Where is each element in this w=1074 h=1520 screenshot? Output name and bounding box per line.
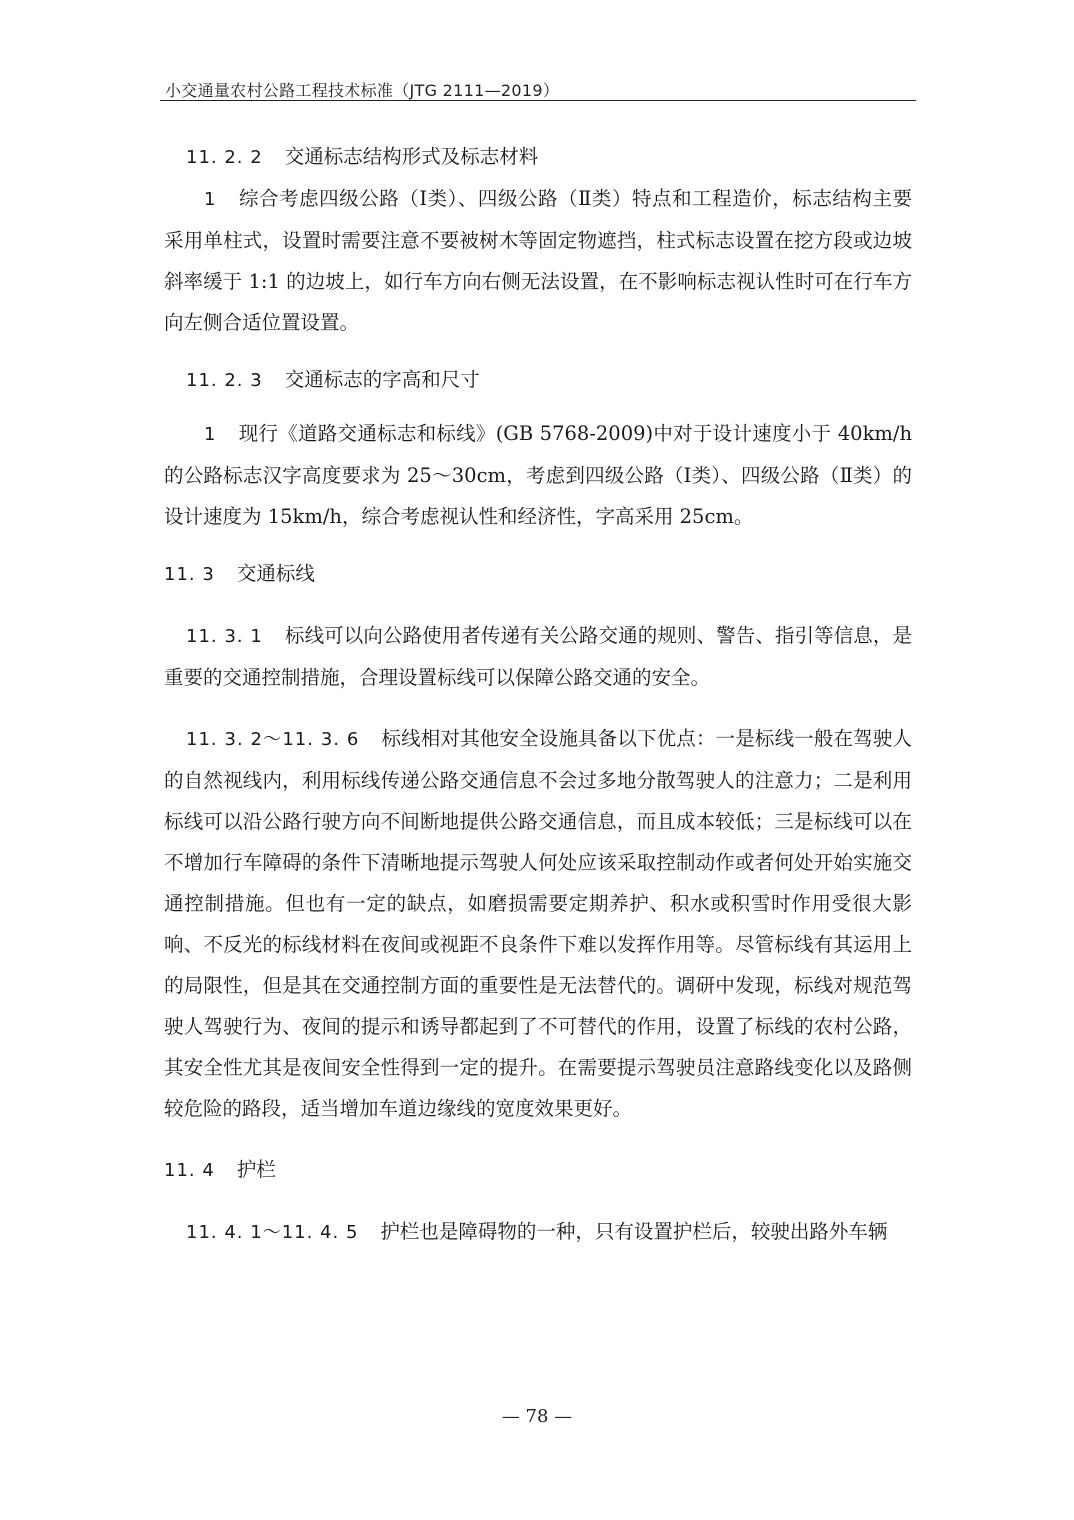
- header-rule: [160, 100, 916, 101]
- clause-number: 11. 4. 1～11. 4. 5: [186, 1222, 359, 1243]
- paragraph-text: 标线相对其他安全设施具备以下优点：一是标线一般在驾驶人的自然视线内，利用标线传递公路交通信息不会过多地分散驾驶人的注意力；二是利用标线可以沿公路行驶方向不间断地提供公路交通信息，而且成本较低；三是标线可以在不增加行车障碍的条件下清晰地提示驾驶人何处应该采取控制动作或者何处开始实施交通控制措施。但也有一定的缺点，如磨损需要定期养护、积水或积雪时作用受很大影响、不反光的标线材料在夜间或视距不良条件下难以发挥作用等。尽管标线有其运用上的局限性，但是其在交通控制方面的重要性是无法替代的。调研中发现，标线对规范驾驶人驾驶行为、夜间的提示和诱导都起到了不可替代的作用，设置了标线的农村公路，其安全性尤其是夜间安全性得到一定的提升。在需要提示驾驶员注意路线变化以及路侧较危险的路段，适当增加车道边缘线的宽度效果更好。: [164, 727, 912, 1120]
- paragraph-text: 标线可以向公路使用者传递有关公路交通的规则、警告、指引等信息，是重要的交通控制措施，合理设置标线可以保障公路交通的安全。: [164, 624, 912, 689]
- section-number: 11. 4: [164, 1160, 215, 1181]
- paragraph-11-4-1-to-11-4-5: [164, 1211, 912, 1253]
- section-heading-11-2-2: [164, 136, 912, 178]
- paragraph-11-3-1: [164, 615, 912, 698]
- item-number: 1: [204, 189, 217, 210]
- section-heading-11-3: [164, 553, 912, 595]
- section-title: 交通标志结构形式及标志材料: [284, 145, 539, 168]
- paragraph-text: 现行《道路交通标志和标线》(GB 5768-2009)中对于设计速度小于 40km/h 的公路标志汉字高度要求为 25～30cm，考虑到四级公路（Ⅰ类）、四级公路（Ⅱ类）的设计速度为 15km/h，综合考虑视认性和经济性，字高采用 25cm。: [164, 422, 912, 528]
- section-heading-11-2-3: [164, 359, 912, 401]
- clause-number: 11. 3. 2～11. 3. 6: [186, 729, 360, 750]
- paragraph-11-2-3-1: [164, 413, 912, 537]
- section-number: 11. 2. 3: [186, 370, 263, 391]
- section-title: 护栏: [236, 1158, 276, 1181]
- running-header: 小交通量农村公路工程技术标准（JTG 2111—2019）: [165, 81, 560, 100]
- section-title: 交通标线: [236, 562, 315, 585]
- paragraph-11-3-2-to-11-3-6: [164, 718, 912, 1129]
- section-number: 11. 3: [164, 564, 215, 585]
- section-title: 交通标志的字高和尺寸: [284, 368, 480, 391]
- paragraph-text: 护栏也是障碍物的一种，只有设置护栏后，较驶出路外车辆: [380, 1220, 888, 1243]
- section-number: 11. 2. 2: [186, 147, 263, 168]
- item-number: 1: [204, 424, 217, 445]
- page-number: — 78 —: [501, 1406, 573, 1427]
- paragraph-11-2-2-1: [164, 178, 912, 343]
- paragraph-text: 综合考虑四级公路（Ⅰ类）、四级公路（Ⅱ类）特点和工程造价，标志结构主要采用单柱式，设置时需要注意不要被树木等固定物遮挡，柱式标志设置在挖方段或边坡斜率缓于 1:1 的边坡上，如行车方向右侧无法设置，在不影响标志视认性时可在行车方向左侧合适位置设置。: [164, 187, 912, 334]
- section-heading-11-4: [164, 1149, 912, 1191]
- clause-number: 11. 3. 1: [186, 626, 263, 647]
- page-body: [164, 136, 912, 1253]
